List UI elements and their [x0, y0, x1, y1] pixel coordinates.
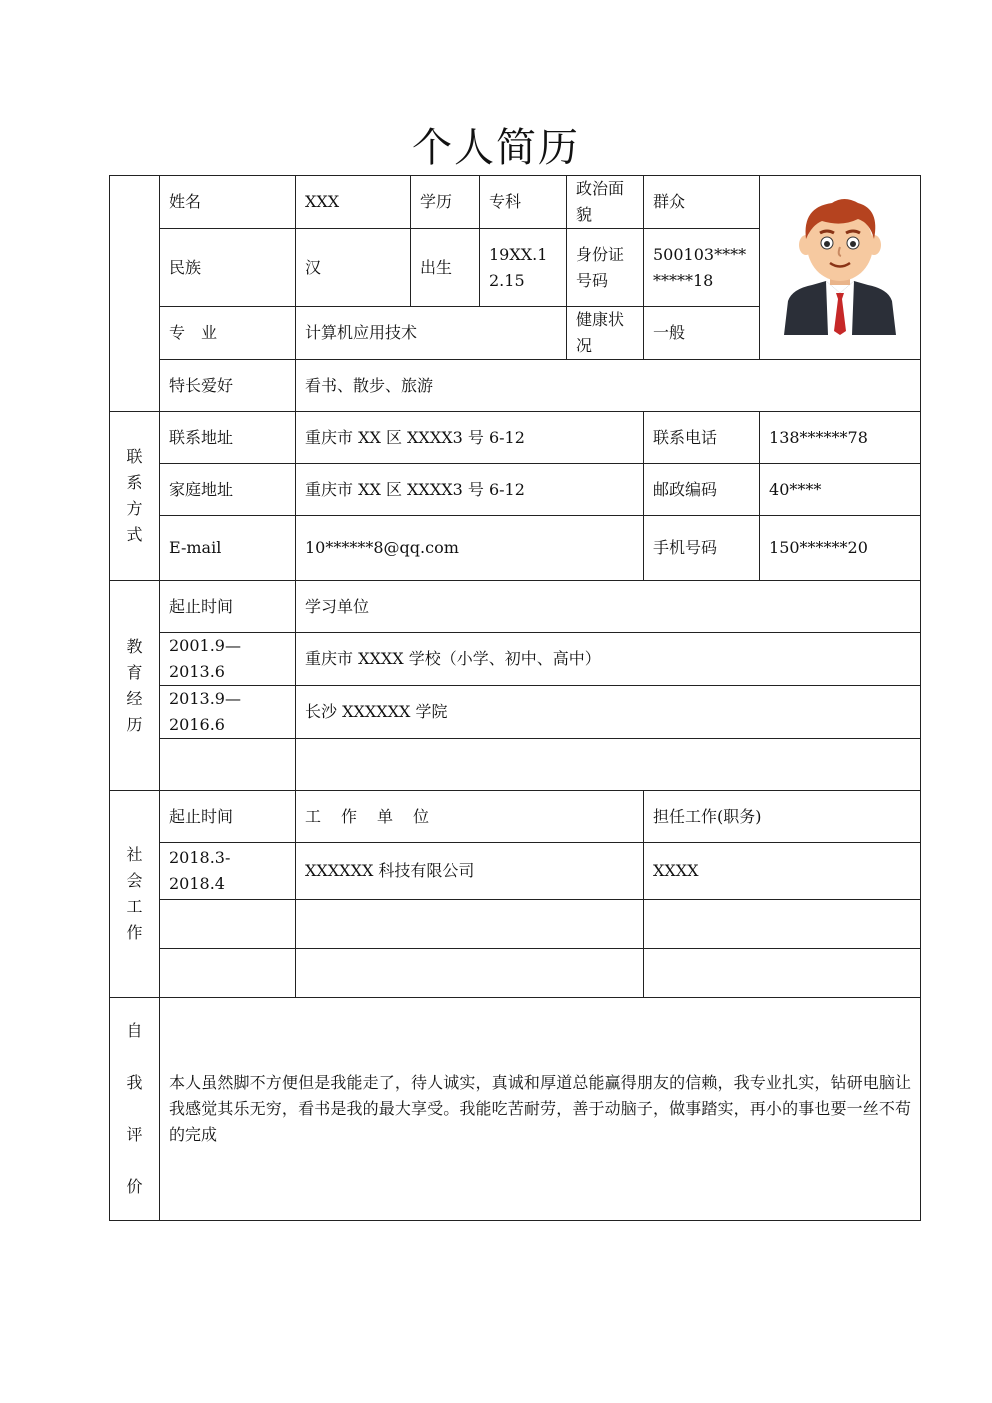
work-row-unit: XXXXXX 科技有限公司	[296, 843, 644, 900]
education-row-time: 2013.9—2016.6	[160, 686, 296, 739]
birth-label: 出生	[411, 229, 480, 307]
political-value: 群众	[644, 176, 760, 229]
self-eval-section-cell	[110, 998, 160, 1221]
major-value: 计算机应用技术	[296, 307, 567, 360]
work-col-unit: 工作单位	[296, 791, 644, 843]
work-empty-unit	[296, 900, 644, 949]
contact-row-2	[110, 464, 921, 516]
basic-row-1	[110, 176, 921, 229]
page-title: 个人简历	[412, 125, 580, 171]
name-value: XXX	[296, 176, 411, 229]
avatar	[782, 193, 898, 335]
resume-table	[109, 175, 921, 1221]
education-empty-unit	[296, 739, 921, 791]
education-row	[110, 633, 921, 686]
work-empty-role	[644, 900, 921, 949]
work-header-row	[110, 791, 921, 843]
work-empty-time	[160, 900, 296, 949]
work-section-label: 社会工作	[126, 845, 143, 942]
health-value: 一般	[644, 307, 760, 360]
education-row	[110, 686, 921, 739]
addr-label: 联系地址	[160, 412, 296, 464]
zip-value: 40****	[760, 464, 921, 516]
mobile-label: 手机号码	[644, 516, 760, 581]
education-row-unit: 重庆市 XXXX 学校（小学、初中、高中）	[296, 633, 921, 686]
email-label: E-mail	[160, 516, 296, 581]
work-col-time: 起止时间	[160, 791, 296, 843]
ethnic-value: 汉	[296, 229, 411, 307]
self-eval-row	[110, 998, 921, 1221]
ethnic-label: 民族	[160, 229, 296, 307]
self-eval-section-label: 自我评价	[126, 1021, 143, 1196]
education-row-empty	[110, 739, 921, 791]
education-section-cell	[110, 581, 160, 791]
education-row-time: 2001.9—2013.6	[160, 633, 296, 686]
edu-label: 学历	[411, 176, 480, 229]
basic-row-4	[110, 360, 921, 412]
hobby-label: 特长爱好	[160, 360, 296, 412]
hobby-value: 看书、散步、旅游	[296, 360, 921, 412]
work-empty-role	[644, 949, 921, 998]
self-eval-text: 本人虽然脚不方便但是我能走了，待人诚实，真诚和厚道总能赢得朋友的信赖，我专业扎实，钻研电脑让我感觉其乐无穷，看书是我的最大享受。我能吃苦耐劳，善于动脑子，做事踏实，再小的事也要一丝不苟的完成	[160, 998, 921, 1221]
work-row	[110, 843, 921, 900]
contact-row-1	[110, 412, 921, 464]
home-label: 家庭地址	[160, 464, 296, 516]
work-row-role: XXXX	[644, 843, 921, 900]
zip-label: 邮政编码	[644, 464, 760, 516]
education-col-time: 起止时间	[160, 581, 296, 633]
education-empty-time	[160, 739, 296, 791]
basic-section-cell	[110, 176, 160, 412]
health-label: 健康状况	[567, 307, 644, 360]
work-row-time: 2018.3-2018.4	[160, 843, 296, 900]
education-header-row	[110, 581, 921, 633]
edu-value: 专科	[480, 176, 567, 229]
education-section-label: 教育经历	[126, 636, 143, 734]
contact-section-label: 联系方式	[126, 447, 143, 544]
addr-value: 重庆市 XX 区 XXXX3 号 6-12	[296, 412, 644, 464]
work-empty-unit	[296, 949, 644, 998]
id-label: 身份证号码	[567, 229, 644, 307]
education-col-unit: 学习单位	[296, 581, 921, 633]
work-row-empty	[110, 949, 921, 998]
photo-cell	[760, 176, 921, 360]
work-row-empty	[110, 900, 921, 949]
contact-row-3	[110, 516, 921, 581]
id-value: 500103*********18	[644, 229, 760, 307]
home-value: 重庆市 XX 区 XXXX3 号 6-12	[296, 464, 644, 516]
work-col-role: 担任工作(职务)	[644, 791, 921, 843]
name-label: 姓名	[160, 176, 296, 229]
political-label: 政治面貌	[567, 176, 644, 229]
mobile-value: 150******20	[760, 516, 921, 581]
work-section-cell	[110, 791, 160, 998]
phone-value: 138******78	[760, 412, 921, 464]
work-empty-time	[160, 949, 296, 998]
phone-label: 联系电话	[644, 412, 760, 464]
major-label: 专 业	[160, 307, 296, 360]
birth-value: 19XX.12.15	[480, 229, 567, 307]
email-value: 10******8@qq.com	[296, 516, 644, 581]
education-row-unit: 长沙 XXXXXX 学院	[296, 686, 921, 739]
contact-section-cell	[110, 412, 160, 581]
